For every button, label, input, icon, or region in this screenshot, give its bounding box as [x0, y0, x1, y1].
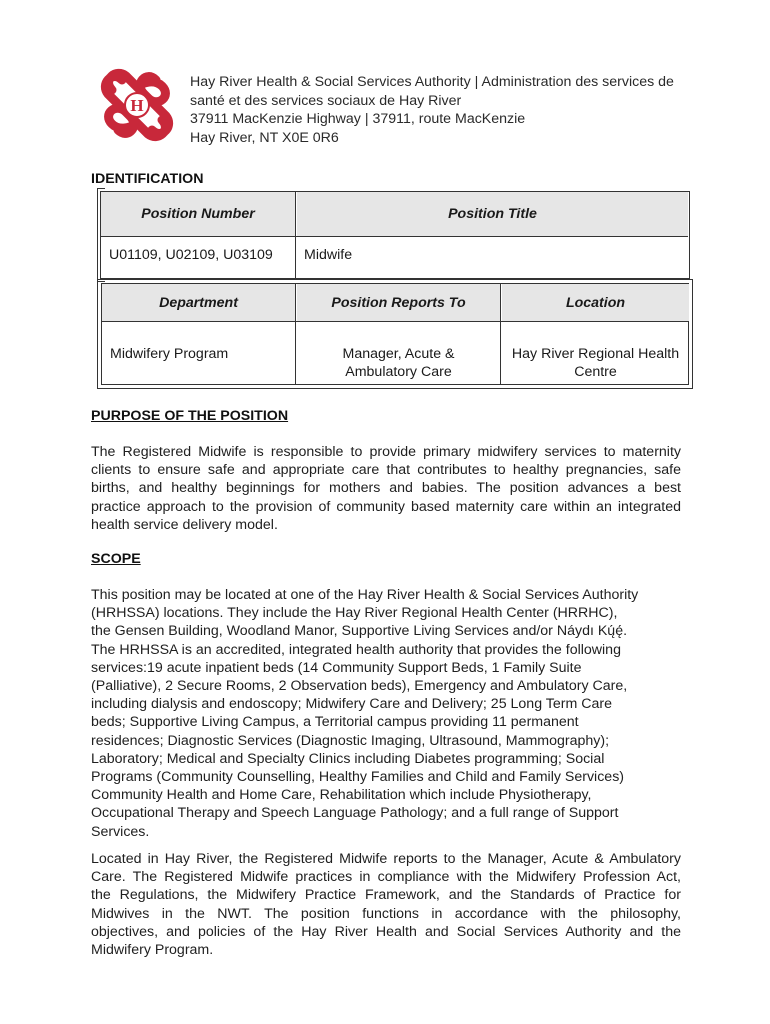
text-line: residences; Diagnostic Services (Diagnostic Imaging, Ultrasound, Mammography);	[91, 732, 610, 749]
scope-paragraph-2	[91, 850, 681, 959]
scope-paragraph-1	[91, 586, 681, 841]
table-divider	[295, 192, 296, 278]
text-line: practice approach to the provision of community based maternity care within an integrated	[91, 498, 681, 515]
purpose-paragraph	[91, 443, 681, 534]
text-line: The Registered Midwife is responsible to provide primary midwifery services to maternity	[91, 444, 681, 460]
org-line: santé et des services sociaux de Hay River	[190, 92, 462, 109]
location-value	[502, 345, 689, 381]
position-title-value: Midwife	[304, 247, 353, 263]
text-line: This position may be located at one of the Hay River Health & Social Services Authority	[91, 587, 639, 603]
text-line: including dialysis and endoscopy; Midwifery Care and Delivery; 25 Long Term Care	[91, 696, 612, 713]
table-divider	[500, 284, 501, 384]
text-line: beds; Supportive Living Campus, a Territorial campus providing 11 permanent	[91, 714, 579, 731]
organization-address	[190, 73, 710, 147]
org-line: Hay River Health & Social Services Authority | Administration des services de	[190, 74, 674, 90]
text-line: the Regulations, the Midwifery Practice Framework, and the Standards of Practice for	[91, 887, 681, 904]
text-line: Occupational Therapy and Speech Language Pathology; and a full range of Support	[91, 805, 619, 822]
reports-to-header: Position Reports To	[297, 284, 500, 321]
text-line: Midwifery Program.	[91, 942, 214, 959]
department-header: Department	[102, 284, 295, 321]
text-line: (HRHSSA) locations. They include the Hay River Regional Health Center (HRRHC),	[91, 605, 618, 622]
text-line: Located in Hay River, the Registered Midwife reports to the Manager, Acute & Ambulatory	[91, 851, 681, 867]
text-line: The HRHSSA is an accredited, integrated health authority that provides the following	[91, 641, 621, 658]
text-line: Community Health and Home Care, Rehabilitation which include Physiotherapy,	[91, 787, 592, 804]
org-line: 37911 MacKenzie Highway | 37911, route MacKenzie	[190, 111, 526, 127]
text-line: clients to ensure safe and appropriate care that contributes to healthy pregnancies, safe	[91, 462, 681, 479]
position-number-header: Position Number	[101, 192, 295, 236]
position-title-header: Position Title	[297, 192, 688, 236]
table-divider	[295, 284, 296, 384]
reports-to-line: Manager, Acute &	[342, 346, 455, 362]
location-line: Hay River Regional Health	[511, 346, 680, 362]
text-line: births, and healthy beginnings for mothers and babies. The position advances a best	[91, 480, 681, 497]
purpose-heading: PURPOSE OF THE POSITION	[91, 408, 289, 424]
identification-heading: IDENTIFICATION	[91, 171, 204, 187]
text-line: services:19 acute inpatient beds (14 Community Support Beds, 1 Family Suite	[91, 659, 582, 676]
text-line: objectives, and policies of the Hay River Health and Social Services Authority and the	[91, 923, 681, 940]
table-divider	[101, 236, 688, 237]
text-line: the Gensen Building, Woodland Manor, Supportive Living Services and/or Náydı Kų́ę́.	[91, 623, 628, 640]
text-line: Laboratory; Medical and Specialty Clinics including Diabetes programming; Social	[91, 750, 605, 767]
position-number-value: U01109, U02109, U03109	[109, 247, 273, 263]
scope-heading: SCOPE	[91, 551, 141, 567]
reports-to-value	[297, 345, 500, 381]
text-line: Midwives in the NWT. The position functions in accordance with the philosophy,	[91, 905, 681, 922]
identification-table-top	[100, 191, 690, 279]
location-line: Centre	[574, 364, 617, 380]
table-divider	[102, 321, 689, 322]
hrhssa-knot-logo-icon	[98, 66, 176, 144]
text-line: Services.	[91, 823, 150, 840]
department-value: Midwifery Program	[110, 346, 229, 362]
text-line: Programs (Community Counselling, Healthy Families and Child and Family Services)	[91, 769, 625, 786]
text-line: health service delivery model.	[91, 516, 278, 533]
logo-letter: H	[130, 96, 144, 115]
text-line: Care. The Registered Midwife practices in compliance with the Midwifery Profession Act,	[91, 869, 681, 886]
location-header: Location	[502, 284, 689, 321]
identification-table-bottom	[97, 279, 693, 389]
reports-to-line: Ambulatory Care	[345, 364, 452, 380]
org-line: Hay River, NT X0E 0R6	[190, 129, 339, 146]
text-line: (Palliative), 2 Secure Rooms, 2 Observation beds), Emergency and Ambulatory Care,	[91, 678, 628, 695]
